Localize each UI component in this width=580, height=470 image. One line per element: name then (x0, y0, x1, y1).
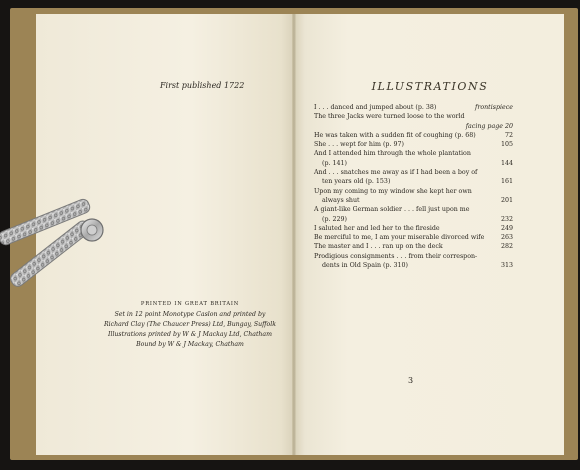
colophon (100, 301, 280, 350)
list-item-text: Be merciful to me, I am your miserable divorced wife (314, 234, 485, 242)
colophon-line: Richard Clay (The Chaucer Press) Ltd, Bungay, Suffolk (104, 321, 276, 328)
list-item-text: Prodigious consignments . . . from their correspon- (314, 252, 478, 260)
list-item-text: I saluted her and led her to the fireside (314, 224, 440, 232)
page-number: 3 (408, 376, 414, 385)
list-item (314, 103, 513, 112)
printed-in-text: PRINTED IN GREAT BRITAIN (140, 301, 240, 307)
list-item-page: 232 (500, 215, 513, 223)
list-item-page: 313 (500, 262, 513, 270)
list-item-text: I . . . danced and jumped about (p. 38) (314, 104, 437, 111)
list-item (314, 252, 513, 271)
list-item-cont: (p. 229) (322, 215, 347, 223)
list-item-cont: dents in Old Spain (p. 310) (322, 262, 408, 270)
illustrations-list (314, 103, 513, 270)
illustrations-heading: ILLUSTRATIONS (371, 80, 489, 93)
list-item (314, 205, 513, 224)
colophon-line: Illustrations printed by W & J Mackay Ltd, Chatham (108, 331, 272, 338)
list-item-page: 105 (500, 141, 513, 149)
list-item-page: frontispiece (475, 104, 513, 111)
first-published-text: First published 1722 (160, 81, 245, 90)
page-clip-icon[interactable] (0, 190, 120, 290)
list-item-cont: always shut (322, 196, 360, 204)
list-item (314, 224, 513, 233)
colophon-line: Bound by W & J Mackay, Chatham (136, 341, 244, 348)
list-item (314, 149, 513, 168)
list-item-text: Upon my coming to my window she kept her own (314, 187, 472, 195)
list-item-page: 201 (500, 196, 513, 204)
list-item-page: 249 (500, 224, 513, 232)
list-item-text: And . . . snatches me away as if I had been a boy of (314, 169, 478, 177)
list-item-text: She . . . wept for him (p. 97) (314, 141, 404, 149)
list-item-cont: (p. 141) (322, 159, 347, 167)
list-item-page: 161 (500, 178, 513, 186)
list-item-text: A giant-like German soldier . . . fell just upon me (314, 206, 470, 214)
list-item-page: 263 (500, 234, 513, 242)
list-item (314, 140, 513, 149)
list-item-text: The three Jacks were turned loose to the world (314, 113, 465, 121)
list-item-text: He was taken with a sudden fit of coughing (p. 68) (314, 131, 476, 139)
list-item (314, 168, 513, 187)
list-item-page: 72 (504, 131, 513, 139)
list-item-page: 144 (500, 159, 513, 167)
list-item-cont: ten years old (p. 153) (322, 178, 391, 186)
list-item-page: 282 (500, 243, 513, 251)
book-gutter (292, 14, 296, 455)
list-item (314, 112, 513, 121)
list-item-text: The master and I . . . ran up on the deck (314, 243, 443, 251)
list-item (314, 131, 513, 140)
list-item-text: And I attended him through the whole plantation (314, 150, 471, 158)
list-item (314, 233, 513, 242)
list-item (314, 242, 513, 251)
facing-page-label: facing page 20 (465, 122, 513, 130)
colophon-line: Set in 12 point Monotype Caslon and printed by (114, 311, 266, 318)
list-item (314, 187, 513, 206)
